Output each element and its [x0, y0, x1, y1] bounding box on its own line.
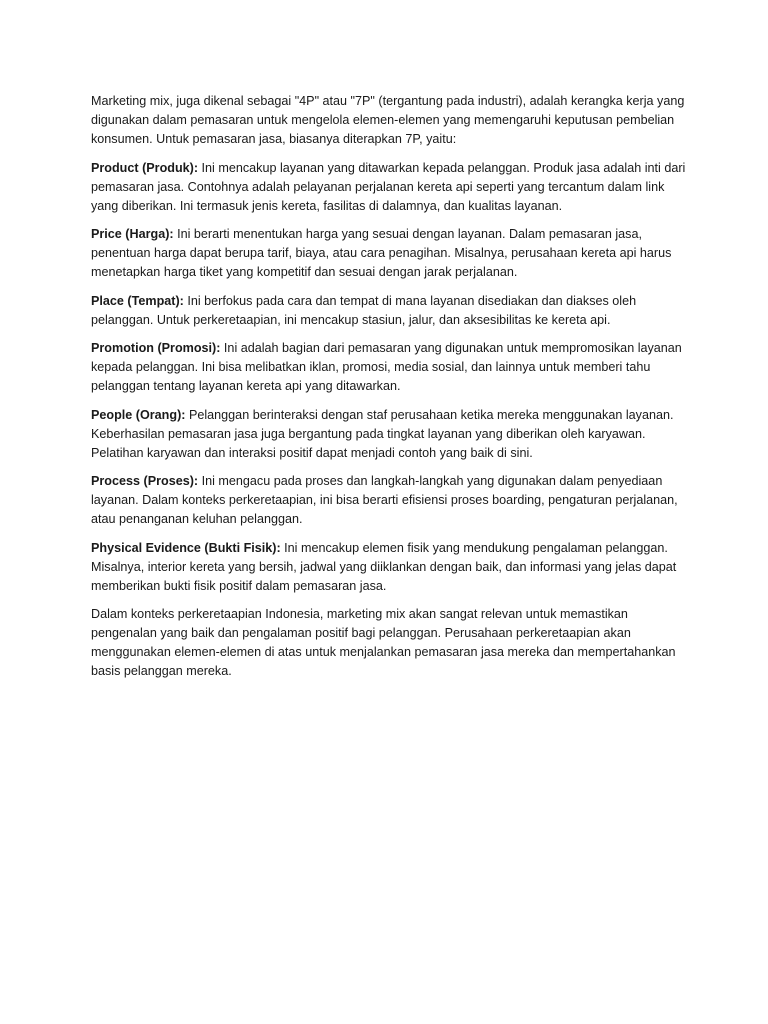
item-term: Promotion (Promosi): — [91, 341, 221, 355]
conclusion-paragraph: Dalam konteks perkeretaapian Indonesia, marketing mix akan sangat relevan untuk memastikan pengenalan yang baik dan pengalaman positif bagi pelanggan. Perusahaan perkeretaapian akan menggunakan elemen-elemen di atas untuk menjalankan pemasaran jasa mereka dan mempertahankan basis pelanggan mereka. — [91, 607, 676, 678]
intro-paragraph: Marketing mix, juga dikenal sebagai "4P" atau "7P" (tergantung pada industri), adalah kerangka kerja yang digunakan dalam pemasaran untuk mengelola elemen-elemen yang memengaruhi keputusan pembelian konsumen. Untuk pemasaran jasa, biasanya diterapkan 7P, yaitu: — [91, 94, 685, 146]
item-text: Ini mengacu pada proses dan langkah-langkah yang digunakan dalam penyediaan layanan. Dalam konteks perkeretaapian, ini bisa berarti efisiensi proses boarding, pengaturan perjalanan, atau penanganan keluhan pelanggan. — [91, 474, 678, 526]
item-product — [91, 159, 691, 216]
item-process — [91, 472, 691, 529]
item-term: Place (Tempat): — [91, 293, 184, 308]
item-text: Ini adalah bagian dari pemasaran yang digunakan untuk mempromosikan layanan kepada pelanggan. Ini bisa melibatkan iklan, promosi, media sosial, dan lainnya untuk memberi tahu pelanggan tentang layanan kereta api yang ditawarkan. — [91, 341, 682, 393]
item-text: Ini berarti menentukan harga yang sesuai dengan layanan. Dalam pemasaran jasa, penentuan harga dapat berupa tarif, biaya, atau cara penagihan. Misalnya, perusahaan kereta api harus menetapkan harga tiket yang kompetitif dan sesuai dengan jarak perjalanan. — [91, 227, 672, 279]
item-text: Ini mencakup layanan yang ditawarkan kepada pelanggan. Produk jasa adalah inti dari pemasaran jasa. Contohnya adalah pelayanan perjalanan kereta api seperti yang tercantum dalam link yang diberikan. Ini termasuk jenis kereta, fasilitas di dalamnya, dan kualitas layanan. — [91, 160, 686, 213]
item-people — [91, 406, 691, 463]
item-physical-evidence — [91, 539, 691, 596]
item-term: Process (Proses): — [91, 474, 199, 488]
item-promotion — [91, 339, 691, 396]
item-term: Price (Harga): — [91, 227, 174, 241]
item-text: Ini mencakup elemen fisik yang mendukung pengalaman pelanggan. Misalnya, interior kereta yang bersih, jadwal yang diiklankan dengan baik, dan informasi yang jelas dapat memberikan bukti fisik positif dalam pemasaran jasa. — [91, 540, 677, 593]
item-term: Physical Evidence (Bukti Fisik): — [91, 540, 281, 555]
item-term: People (Orang): — [91, 407, 186, 422]
item-term: Product (Produk): — [91, 160, 199, 175]
item-place — [91, 292, 691, 330]
item-text: Ini berfokus pada cara dan tempat di mana layanan disediakan dan diakses oleh pelanggan. Untuk perkeretaapian, ini mencakup stasiun, jalur, dan aksesibilitas ke kereta api. — [91, 293, 637, 327]
item-price — [91, 225, 691, 282]
document-body — [91, 92, 691, 691]
item-text: Pelanggan berinteraksi dengan staf perusahaan ketika mereka menggunakan layanan. Keberhasilan pemasaran jasa juga bergantung pada tingkat layanan yang diberikan oleh karyawan. Pelatihan karyawan dan interaksi positif dapat menjadi contoh yang baik di sini. — [91, 407, 674, 460]
